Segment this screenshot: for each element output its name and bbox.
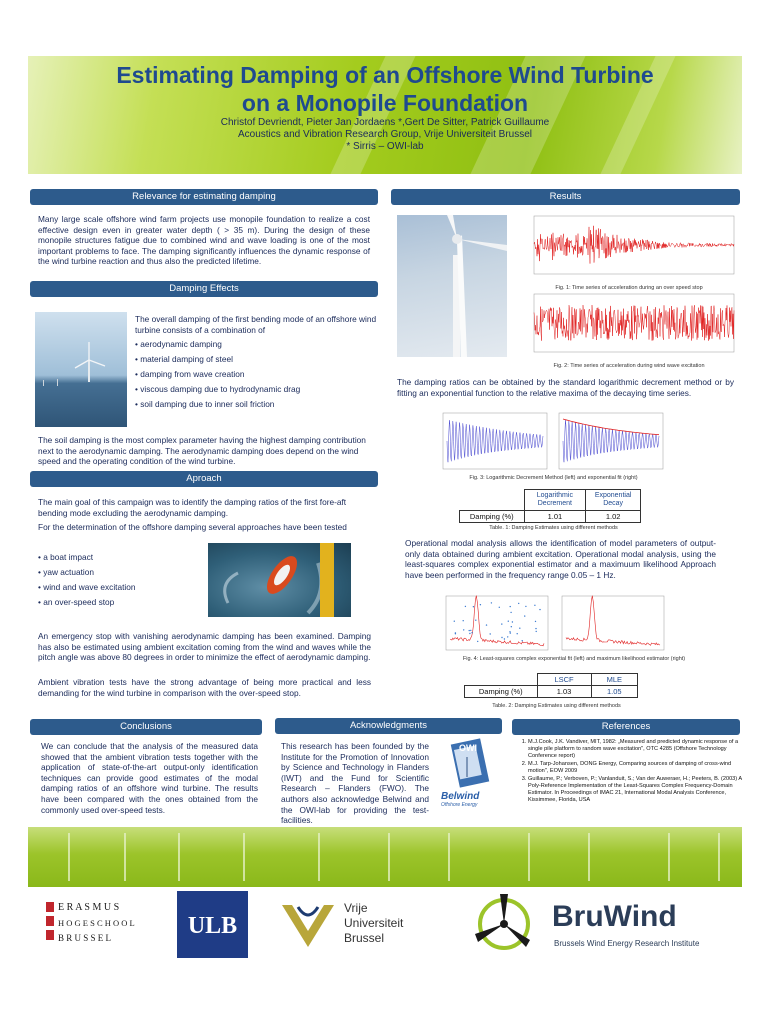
stability-point (501, 623, 502, 624)
stability-point (463, 629, 464, 630)
stability-point (511, 626, 512, 627)
acknowledgments-text: This research has been founded by the Institute for the Promotion of Innovation by Science and Technology in Flanders (IWT) and the Fund for Scientific Research – Flanders (FWO). The authors also acknowledge Belwind and the OWI-lab for providing the test-facilities. (281, 741, 429, 826)
approach-p1: The main goal of this campaign was to identify the damping ratios of the first fore-aft bending mode excluding the aerodynamic damping. (38, 497, 347, 518)
offshore-turbine-photo (35, 312, 127, 427)
ulb-logo (177, 891, 248, 958)
relevance-text: Many large scale offshore wind farm projects use monopile foundation to realize a cost effective design even in greater water depth ( > 35 m). During the design of these monopile structures fatigue due to combined wind and wave loading is one of the most important problems to face. The damping significantly influences the dynamic response of the wind turbine reaction and thus also the predicted lifetime. (38, 214, 370, 267)
table-header: Exponential Decay (586, 490, 641, 511)
table-2-caption: Table. 2: Damping Estimates using different methods (492, 703, 621, 709)
table-cell: 1.03 (537, 686, 591, 698)
stability-point (535, 628, 536, 629)
table-row-label: Damping (%) (460, 511, 525, 523)
authors: Christof Devriendt, Pieter Jan Jordaens *,Gert De Sitter, Patrick Guillaume (220, 117, 550, 128)
stability-point (510, 632, 511, 633)
reference-item: 1. M.J.Cook, J.K. Vandiver, MIT, 1982: „Measured and predicted dynamic response of a single pile platform to random wave excitation", OTC 4285 (Offshore Technology Conference report) (528, 739, 746, 760)
stability-point (519, 628, 520, 629)
stability-point (508, 621, 509, 622)
vub-emblem-icon (278, 897, 338, 955)
boat-icon (208, 543, 351, 617)
bruwind-subtext: Brussels Wind Energy Research Institute (554, 939, 700, 948)
table-cell: 1.01 (524, 511, 586, 523)
list-item: • an over-speed stop (38, 597, 198, 608)
list-item: • damping from wave creation (135, 369, 377, 380)
list-item: • soil damping due to inner soil friction (135, 399, 377, 410)
erasmus-line2: H O G E S C H O O L (58, 918, 135, 928)
erasmus-logo (46, 900, 154, 950)
list-item: • a boat impact (38, 552, 198, 563)
boat-impact-photo (208, 543, 351, 617)
stability-point (477, 641, 478, 642)
stability-point (524, 615, 525, 616)
section-references-heading: References (512, 719, 740, 735)
damping-intro: The overall damping of the first bending mode of an offshore wind turbine consists of a combination of (135, 314, 377, 335)
owi-lab-logo (437, 737, 505, 789)
table-row (465, 674, 638, 686)
stability-point (510, 612, 511, 613)
table-row-label: Damping (%) (465, 686, 538, 698)
plot-frame (562, 596, 664, 650)
stability-point (535, 621, 536, 622)
approach-p4: Ambient vibration tests have the strong advantage of being more practical and less demanding for the wind turbine in comparison with the over-speed stop. (38, 677, 371, 698)
stability-point (475, 620, 476, 621)
section-damping-heading: Damping Effects (30, 281, 378, 297)
reference-item: 2. M.J. Tarp-Johansen, DONG Energy, Comparing sources of damping of cross-wind motion", EOW 2009 (528, 761, 746, 775)
stability-point (454, 621, 455, 622)
stability-point (471, 632, 472, 633)
conclusions-text: We can conclude that the analysis of the measured data showed that the ambient vibration tests together with the application of state-of-the-art output-only identification techniques can provide good estimates of the modal damping ratios of an offshore wind turbine. The results have been compared with the ones obtained from the commonly used over-speed tests. (41, 741, 258, 815)
table-cell: 1.02 (586, 511, 641, 523)
stability-point (512, 621, 513, 622)
stability-point (470, 630, 471, 631)
belwind-text: Belwind (441, 791, 480, 802)
figure-2 (520, 292, 738, 362)
fig4-spectrum-plots (444, 594, 666, 654)
stability-point (507, 636, 508, 637)
section-relevance-heading: Relevance for estimating damping (30, 189, 378, 205)
approach-p3: An emergency stop with vanishing aerodynamic damping has been examined. Damping has also be estimated using ambient excitation coming from the wind and waves while the pitch angle was above 80 degrees in order to minimize the effect of aerodynamic damping. (38, 631, 371, 663)
table-2 (464, 673, 638, 698)
stability-point (509, 631, 510, 632)
stability-point (465, 606, 466, 607)
section-conclusions-heading: Conclusions (30, 719, 262, 735)
section-results-heading: Results (391, 189, 740, 205)
damping-list (135, 339, 377, 414)
table-header: Logarithmic Decrement (524, 490, 586, 511)
section-approach-heading: Aproach (30, 471, 378, 487)
stability-point (525, 606, 526, 607)
erasmus-line3: B R U S S E L (58, 933, 112, 943)
damping-note: The soil damping is the most complex parameter having the highest damping contribution next to the aerodynamic damping. The aerodynamic damping does depend on the wind speed and the operating condition of the wind turbine. (38, 435, 366, 467)
table-1 (459, 489, 641, 523)
bruwind-text: BruWind (552, 900, 677, 933)
authors-block (28, 117, 742, 153)
stability-point (501, 637, 502, 638)
turbine-blades-icon (397, 215, 507, 357)
stability-point (534, 605, 535, 606)
table-1-caption: Table. 1: Damping Estimates using different methods (489, 525, 618, 531)
stability-point (499, 607, 500, 608)
results-p1: The damping ratios can be obtained by the standard logarithmic decrement method or by fitting an exponential function to the relative maxima of the decaying time series. (397, 377, 734, 398)
stability-point (480, 604, 481, 605)
reference-item: 3. Guillaume, P.; Verboven, P.; Vanlanduit, S.; Van der Auweraer, H.; Peeters, B. (2003) A Poly-Reference Implementation of the Least-Squares Complex Frequency-Domain Estimator. In Proceedings of IMAC 21, International Modal Analysis Conference, Kissimmee, Florida, USA (528, 776, 746, 804)
stability-point (517, 633, 518, 634)
stability-point (522, 640, 523, 641)
wind-turbine-photo (397, 215, 507, 357)
owi-logo-text: OWI (459, 743, 477, 753)
figure-1 (520, 214, 738, 284)
figure-3 (441, 411, 666, 473)
stability-point (486, 624, 487, 625)
table-row (460, 511, 641, 523)
stability-point (473, 606, 474, 607)
stability-point (490, 633, 491, 634)
affiliation-sirris: * Sirris – OWI-lab (346, 141, 424, 152)
results-p2: Operational modal analysis allows the identification of model parameters of output-only data obtained during ambient excitation. Operational modal analysis, using the least-squares complex exponential estimator and a maximuum likelihood Approach have been performed in the frequency range 0.05 – 1 Hz. (405, 538, 716, 580)
turbine-silhouette-icon (35, 312, 127, 427)
stability-point (469, 633, 470, 634)
stability-point (539, 609, 540, 610)
section-acknowledgments-heading: Acknowledgments (275, 718, 502, 734)
list-item: • yaw actuation (38, 567, 198, 578)
bruwind-logo (470, 890, 720, 960)
table-header: LSCF (537, 674, 591, 686)
stability-point (504, 638, 505, 639)
figure-3-caption: Fig. 3: Logarithmic Decrement Method (left) and exponential fit (right) (469, 475, 638, 481)
approach-list (38, 552, 198, 612)
list-item: • viscous damping due to hydrodynamic drag (135, 384, 377, 395)
vub-logo (278, 897, 458, 955)
stability-point (518, 603, 519, 604)
stability-point (455, 633, 456, 634)
figure-4 (444, 594, 666, 654)
stability-point (536, 631, 537, 632)
belwind-subtext: Offshore Energy (441, 802, 478, 808)
figure-2-caption: Fig. 2: Time series of acceleration during wind wave excitation (553, 363, 705, 369)
ulb-text: ULB (187, 913, 238, 939)
table-header: MLE (591, 674, 637, 686)
stability-point (469, 630, 470, 631)
fig1-time-series-chart (520, 214, 738, 284)
table-row (460, 490, 641, 511)
stability-point (510, 606, 511, 607)
belwind-logo (441, 791, 511, 821)
affiliation: Acoustics and Vibration Research Group, Vrije Universiteit Brussel (237, 129, 533, 140)
stability-point (463, 620, 464, 621)
poster-title: Estimating Damping of an Offshore Wind Turbine on a Monopile Foundation (116, 62, 654, 116)
list-item: • aerodynamic damping (135, 339, 377, 350)
table-cell: 1.05 (591, 686, 637, 698)
fig3-decay-plots (441, 411, 666, 473)
approach-p2: For the determination of the offshore damping several approaches have been tested (38, 522, 347, 532)
table-row (465, 686, 638, 698)
erasmus-line1: E R A S M U S (58, 902, 120, 913)
references-list (514, 739, 746, 805)
figure-1-caption: Fig. 1: Time series of acceleration during an over speed stop (555, 285, 703, 291)
stability-point (491, 602, 492, 603)
list-item: • wind and wave excitation (38, 582, 198, 593)
figure-4-caption: Fig. 4: Least-squares complex exponential fit (left) and maximum likelihood estimator (right) (462, 656, 686, 662)
list-item: • material damping of steel (135, 354, 377, 365)
fig2-time-series-chart (520, 292, 738, 362)
vub-text: Vrije Universiteit Brussel (344, 901, 404, 945)
footer-turbine-strip (28, 827, 742, 887)
bruwind-rotor-icon (470, 890, 540, 960)
